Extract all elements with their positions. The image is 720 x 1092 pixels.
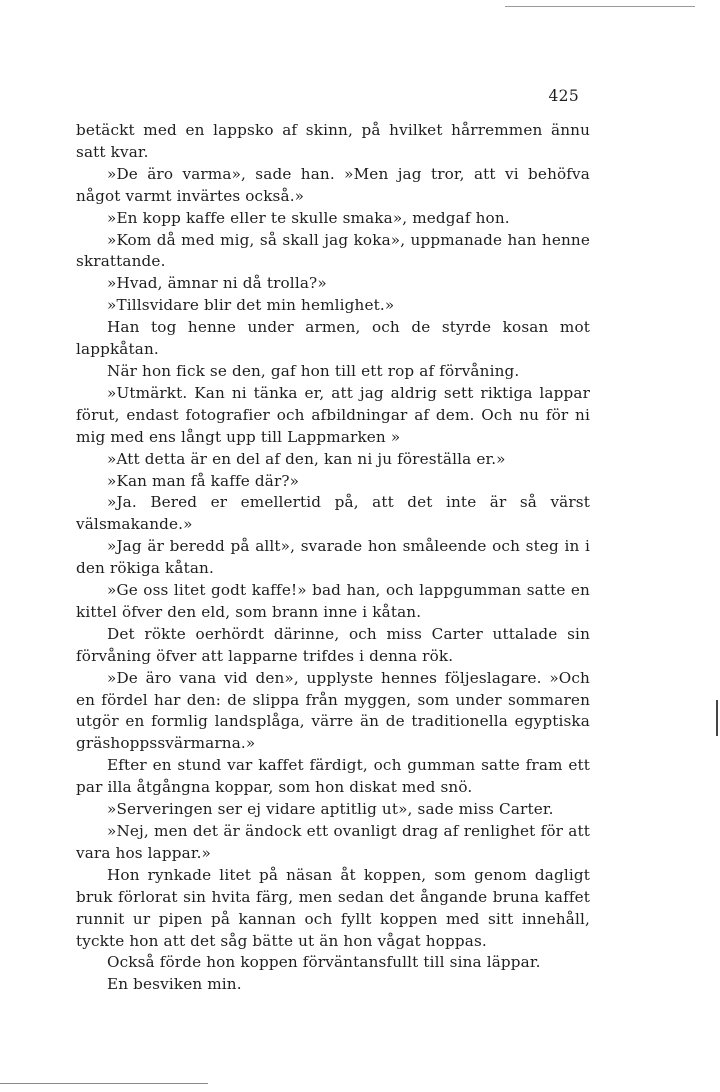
paragraph: »Utmärkt. Kan ni tänka er, att jag aldrig sett riktiga lappar förut, endast fotografier och afbildningar af dem. Och nu för ni mig med ens långt upp till Lappmarken » xyxy=(76,383,590,446)
scan-edge-mark xyxy=(716,700,718,736)
paragraph: »Att detta är en del af den, kan ni ju föreställa er.» xyxy=(107,449,506,468)
paragraph: »Jag är beredd på allt», svarade hon småleende och steg in i den rökiga kåtan. xyxy=(76,537,590,578)
paragraph: Hon rynkade litet på näsan åt koppen, som genom dagligt bruk förlorat sin hvita färg, men sedan det ångande bruna kaffet runnit ur pipen på kannan och fyllt koppen med sitt innehåll, tyckte hon att det såg bätte ut än hon vågat hoppas. xyxy=(76,865,590,950)
paragraph: Också förde hon koppen förväntansfullt till sina läppar. xyxy=(107,953,541,972)
paragraph: Han tog henne under armen, och de styrde kosan mot lappkåtan. xyxy=(76,318,590,359)
paragraph: När hon fick se den, gaf hon till ett rop af förvåning. xyxy=(107,361,520,380)
paragraph: Efter en stund var kaffet färdigt, och gumman satte fram ett par illa åtgångna koppar, som hon diskat med snö. xyxy=(76,756,590,797)
paragraph: »Kom då med mig, så skall jag koka», uppmanade han henne skrattande. xyxy=(76,230,590,271)
paragraph: »De äro vana vid den», upplyste hennes följeslagare. »Och en fördel har den: de slippa från myggen, som under sommaren utgör en formlig landsplåga, värre än de traditionella egyptiska gräshoppssvärmarna.» xyxy=(76,668,590,753)
top-scan-rule xyxy=(505,6,695,7)
paragraph: betäckt med en lappsko af skinn, på hvilket hårremmen ännu satt kvar. xyxy=(76,121,590,161)
paragraph: »Hvad, ämnar ni då trolla?» xyxy=(107,274,327,293)
bottom-scan-rule xyxy=(0,1083,208,1084)
paragraph: »Ja. Bered er emellertid på, att det inte är så värst välsmakande.» xyxy=(76,493,590,534)
paragraph: »En kopp kaffe eller te skulle smaka», medgaf hon. xyxy=(107,208,510,227)
paragraph: Det rökte oerhördt därinne, och miss Carter uttalade sin förvåning öfver att lapparne trifdes i denna rök. xyxy=(76,624,590,665)
paragraph: »Tillsvidare blir det min hemlighet.» xyxy=(107,296,395,315)
paragraph: »Kan man få kaffe där?» xyxy=(107,471,300,490)
paragraph: »Ge oss litet godt kaffe!» bad han, och lappgumman satte en kittel öfver den eld, som brann inne i kåtan. xyxy=(76,581,590,621)
page-number: 425 xyxy=(548,87,579,105)
paragraph: »Serveringen ser ej vidare aptitlig ut», sade miss Carter. xyxy=(107,800,554,819)
page-text-body xyxy=(76,120,590,996)
paragraph: »De äro varma», sade han. »Men jag tror, att vi behöfva något varmt invärtes också.» xyxy=(76,164,590,205)
paragraph: En besviken min. xyxy=(107,975,242,994)
paragraph: »Nej, men det är ändock ett ovanligt drag af renlighet för att vara hos lappar.» xyxy=(76,822,590,862)
